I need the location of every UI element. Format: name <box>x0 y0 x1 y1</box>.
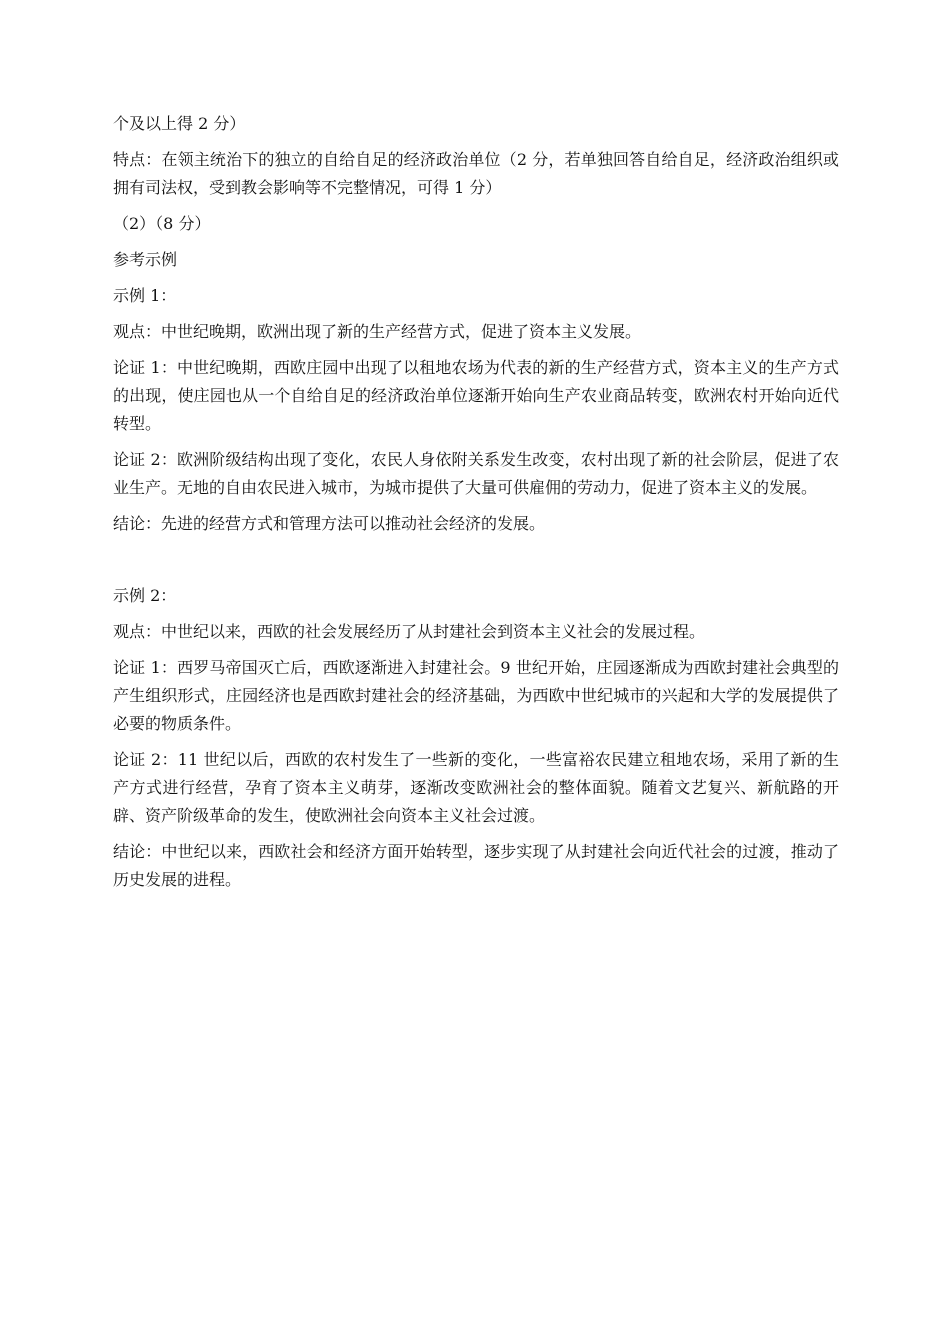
example-1-argument-1: 论证 1：中世纪晚期，西欧庄园中出现了以租地农场为代表的新的生产经营方式，资本主义的生产方式的出现，使庄园也从一个自给自足的经济政治单位逐渐开始向生产农业商品转变，欧洲农村开始向近代转型。 <box>113 358 839 433</box>
example-1-conclusion: 结论：先进的经营方式和管理方法可以推动社会经济的发展。 <box>113 514 546 533</box>
example-1-heading: 示例 1： <box>113 286 177 305</box>
example-2-viewpoint: 观点：中世纪以来，西欧的社会发展经历了从封建社会到资本主义社会的发展过程。 <box>113 622 706 641</box>
example-1-argument-2: 论证 2：欧洲阶级结构出现了变化，农民人身依附关系发生改变，农村出现了新的社会阶层，促进了农业生产。无地的自由农民进入城市，为城市提供了大量可供雇佣的劳动力，促进了资本主义的发展。 <box>113 450 839 497</box>
reference-examples-heading: 参考示例 <box>113 250 178 269</box>
example-2-argument-1: 论证 1：西罗马帝国灭亡后，西欧逐渐进入封建社会。9 世纪开始，庄园逐渐成为西欧封建社会典型的产生组织形式，庄园经济也是西欧封建社会的经济基础，为西欧中世纪城市的兴起和大学的发展提供了必要的物质条件。 <box>113 658 839 733</box>
question-2-heading: （2）（8 分） <box>113 214 211 233</box>
example-2-conclusion: 结论：中世纪以来，西欧社会和经济方面开始转型，逐步实现了从封建社会向近代社会的过渡，推动了历史发展的进程。 <box>113 842 839 889</box>
answer-scoring-continuation: 个及以上得 2 分） <box>113 114 246 133</box>
section-spacer <box>113 546 839 582</box>
characteristic-paragraph: 特点：在领主统治下的独立的自给自足的经济政治单位（2 分，若单独回答自给自足，经济政治组织或拥有司法权，受到教会影响等不完整情况，可得 1 分） <box>113 150 839 197</box>
example-1-viewpoint: 观点：中世纪晚期，欧洲出现了新的生产经营方式，促进了资本主义发展。 <box>113 322 642 341</box>
example-2-argument-2: 论证 2：11 世纪以后，西欧的农村发生了一些新的变化，一些富裕农民建立租地农场，采用了新的生产方式进行经营，孕育了资本主义萌芽，逐渐改变欧洲社会的整体面貌。随着文艺复兴、新航路的开辟、资产阶级革命的发生，使欧洲社会向资本主义社会过渡。 <box>113 750 839 825</box>
document-body <box>113 110 839 902</box>
example-2-heading: 示例 2： <box>113 586 177 605</box>
